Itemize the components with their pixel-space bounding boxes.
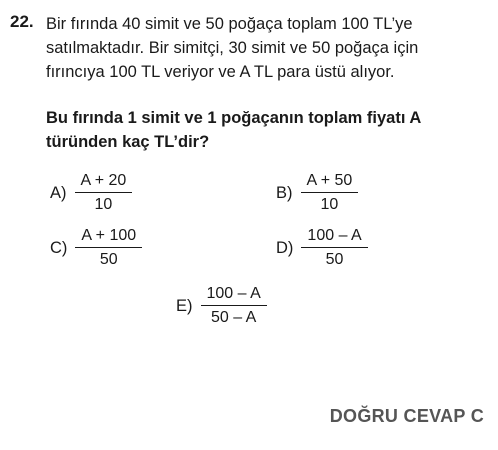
option-fraction: [301, 227, 367, 269]
option-fraction: [301, 172, 359, 214]
fraction-denominator: 10: [320, 196, 339, 213]
option-letter: E): [176, 296, 193, 315]
question-stem: [46, 12, 486, 84]
option-b[interactable]: [276, 172, 358, 214]
fraction-numerator: 100 – A: [307, 227, 362, 244]
fraction-numerator: A + 50: [306, 172, 353, 189]
option-letter: B): [276, 183, 293, 202]
option-c[interactable]: [50, 227, 142, 269]
question-number: 22.: [10, 12, 34, 31]
option-a[interactable]: [50, 172, 132, 214]
prompt-line: Bu fırında 1 simit ve 1 poğaçanın toplam fiyatı A: [46, 109, 422, 127]
fraction-numerator: A + 20: [80, 172, 127, 189]
fraction-denominator: 50: [99, 251, 118, 268]
prompt-line: türünden kaç TL’dir?: [46, 133, 210, 151]
fraction-denominator: 50: [325, 251, 344, 268]
stem-line: fırıncıya 100 TL veriyor ve A TL para üstü alıyor.: [46, 63, 395, 81]
fraction-numerator: A + 100: [81, 227, 137, 244]
option-letter: C): [50, 238, 68, 257]
option-letter: D): [276, 238, 294, 257]
option-fraction: [75, 227, 142, 269]
stem-line: Bir fırında 40 simit ve 50 poğaça toplam 100 TL’ye: [46, 15, 413, 33]
fraction-denominator: 50 – A: [210, 309, 257, 326]
correct-answer-label: DOĞRU CEVAP C: [329, 406, 484, 426]
option-letter: A): [50, 183, 67, 202]
stem-line: satılmaktadır. Bir simitçi, 30 simit ve 50 poğaça için: [46, 39, 419, 57]
question-prompt: [46, 106, 486, 154]
option-d[interactable]: [276, 227, 368, 269]
option-fraction: [75, 172, 133, 214]
option-fraction: [201, 285, 267, 327]
fraction-denominator: 10: [94, 196, 113, 213]
fraction-numerator: 100 – A: [206, 285, 261, 302]
option-e[interactable]: [176, 285, 267, 327]
